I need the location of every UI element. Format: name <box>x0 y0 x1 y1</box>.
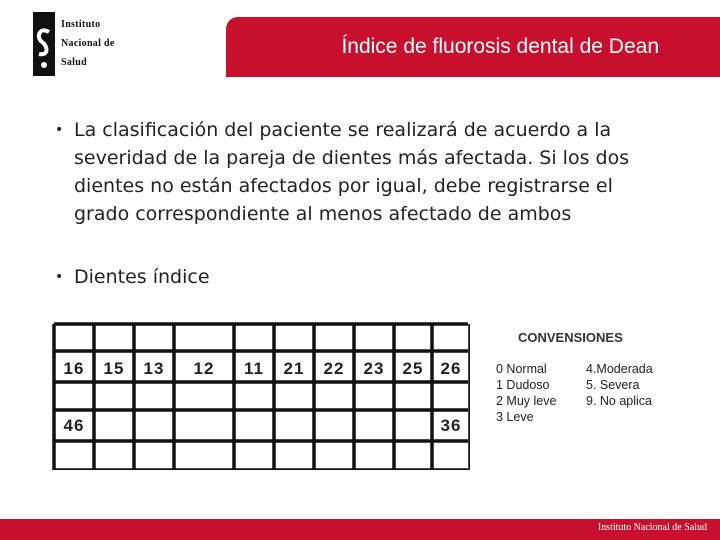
table-background <box>52 322 470 470</box>
bullet-text: Dientes índice <box>74 266 210 288</box>
footer-text: Instituto Nacional de Salud <box>597 522 707 533</box>
tooth-number-label: 23 <box>363 359 385 378</box>
tooth-number-label: 16 <box>63 359 85 378</box>
tooth-number-label: 15 <box>103 359 125 378</box>
tooth-number-label: 13 <box>143 359 165 378</box>
tooth-number-label: 22 <box>323 359 345 378</box>
convention-item: 1 Dudoso <box>496 378 550 392</box>
teeth-table <box>52 322 470 470</box>
logo-line-1: Instituto <box>61 19 101 30</box>
tooth-number-label: 26 <box>440 359 462 378</box>
logo-text <box>61 15 115 72</box>
convention-item: 4.Moderada <box>586 362 653 376</box>
convention-item: 0 Normal <box>496 362 547 376</box>
bullet-text: La clasificación del paciente se realizará de acuerdo a la severidad de la pareja de dientes más afectada. Si los dos dientes no están afectados por igual, debe registrarse el grado correspondiente al menos afectado de ambos <box>74 119 630 225</box>
convention-item: 9. No aplica <box>586 394 653 408</box>
logo-emblem-icon <box>33 12 55 76</box>
conventions-title: CONVENSIONES <box>518 330 623 345</box>
logo-line-2: Nacional de <box>61 38 115 49</box>
conventions-right-column <box>586 361 653 409</box>
tooth-number-label: 25 <box>402 359 424 378</box>
slide-title: Índice de fluorosis dental de Dean <box>341 35 659 58</box>
convention-item: 3 Leve <box>496 410 534 424</box>
tooth-number-label: 21 <box>283 359 305 378</box>
logo-line-3: Salud <box>61 57 87 68</box>
bullet-dot: • <box>55 269 64 285</box>
tooth-number-label: 36 <box>440 416 462 435</box>
institute-logo <box>30 11 145 77</box>
conventions-left-column <box>496 361 556 425</box>
tooth-number-label: 46 <box>63 416 85 435</box>
bullet-dot: • <box>55 122 64 138</box>
tooth-number-label: 12 <box>193 359 215 378</box>
convention-item: 2 Muy leve <box>496 394 557 408</box>
tooth-number-label: 11 <box>244 359 264 378</box>
convention-item: 5. Severa <box>586 378 640 392</box>
